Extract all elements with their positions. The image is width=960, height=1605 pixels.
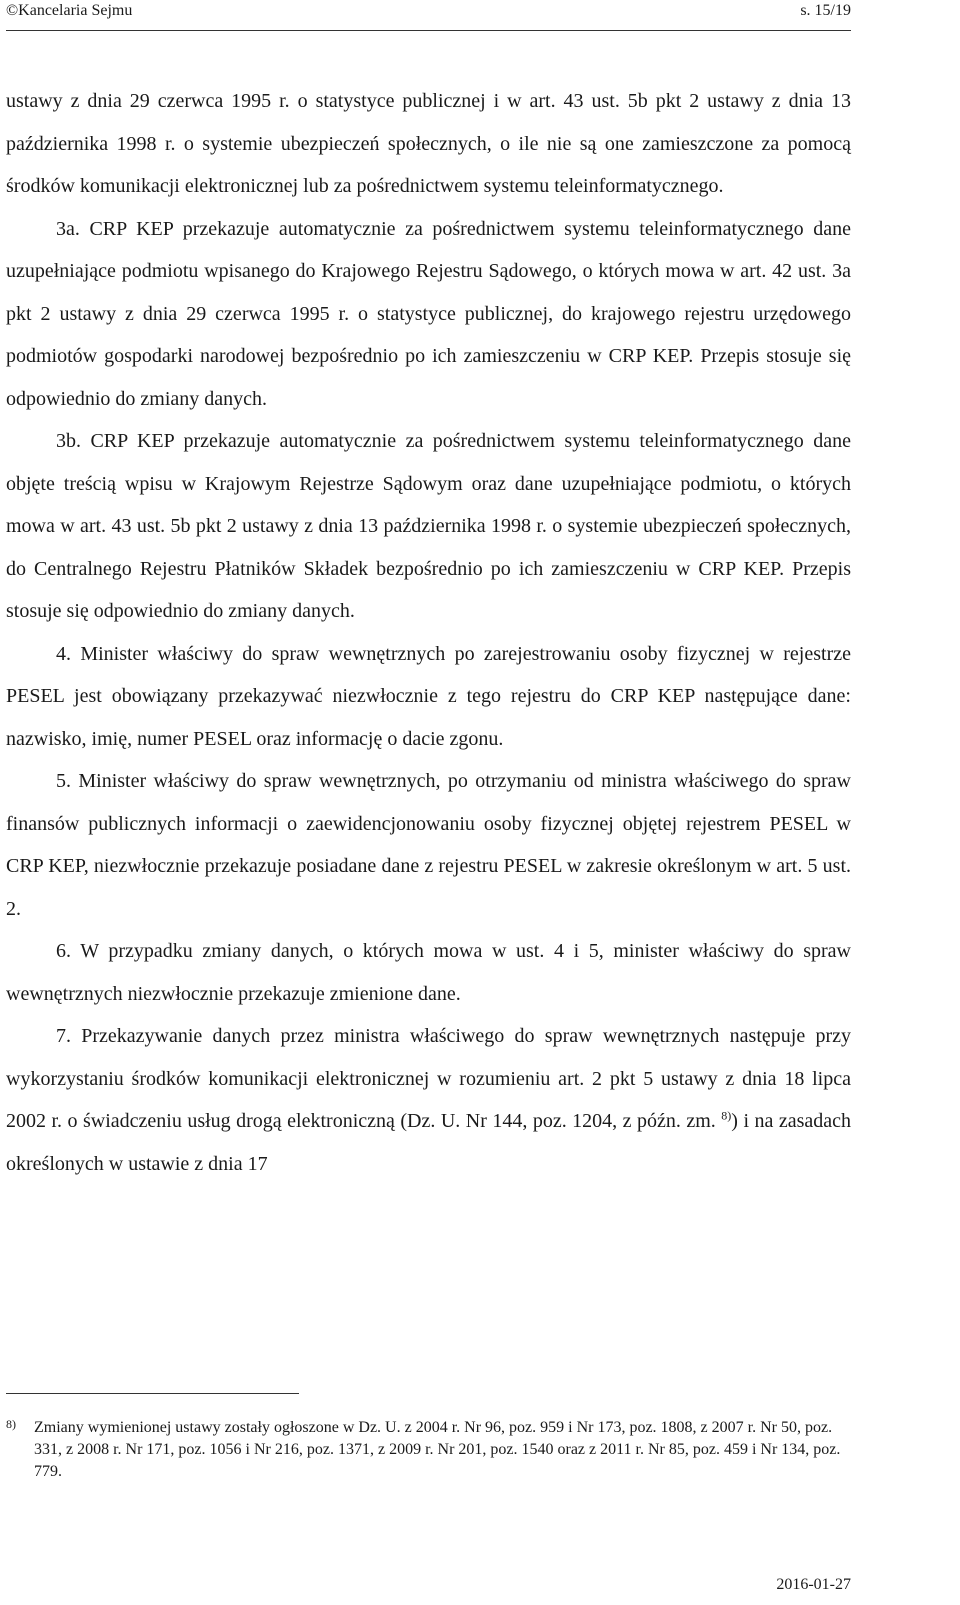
paragraph-3b: 3b. CRP KEP przekazuje automatycznie za pośrednictwem systemu teleinformatycznego dane objęte treścią wpisu w Krajowym Rejestrze Sądowym oraz dane uzupełniające podmiotu, o których mowa w art. 43 ust. 5b pkt 2 ustawy z dnia 13 października 1998 r. o systemie ubezpieczeń społecznych, do Centralnego Rejestru Płatników Składek bezpośrednio po ich zamieszczeniu w CRP KEP. Przepis stosuje się odpowiednio do zmiany danych. [6, 430, 851, 622]
paragraph-7 [6, 1015, 851, 1185]
footer-date: 2016-01-27 [776, 1576, 851, 1593]
page-header [6, 0, 851, 31]
paragraph-4: 4. Minister właściwy do spraw wewnętrznych po zarejestrowaniu osoby fizycznej w rejestrze PESEL jest obowiązany przekazywać niezwłocznie z tego rejestru do CRP KEP następujące dane: nazwisko, imię, numer PESEL oraz informację o dacie zgonu. [6, 642, 851, 750]
header-publisher: ©Kancelaria Sejmu [6, 2, 133, 19]
paragraph-6: 6. W przypadku zmiany danych, o których mowa w ust. 4 i 5, minister właściwy do spraw wewnętrznych niezwłocznie przekazuje zmienione dane. [6, 940, 851, 1005]
footnote-reference[interactable]: 8) [721, 1108, 732, 1123]
footnote-text: Zmiany wymienionej ustawy zostały ogłoszone w Dz. U. z 2004 r. Nr 96, poz. 959 i Nr 173, poz. 1808, z 2007 r. Nr 50, poz. 331, z 2008 r. Nr 171, poz. 1056 i Nr 216, poz. 1371, z 2009 r. Nr 201, poz. 1540 oraz z 2011 r. Nr 85, poz. 459 i Nr 134, poz. 779. [34, 1419, 841, 1480]
footnote-separator [6, 1393, 299, 1394]
paragraph-7-text-end: ) i na zasadach określonych w ustawie z dnia 17 [6, 1110, 852, 1175]
footnote [6, 1417, 851, 1483]
footnote-number: 8) [6, 1417, 16, 1431]
paragraph-7-text: 7. Przekazywanie danych przez ministra właściwego do spraw wewnętrznych następuje przy wykorzystaniu środków komunikacji elektronicznej w rozumieniu art. 2 pkt 5 ustawy z dnia 18 lipca 2002 r. o świadczeniu usług drogą elektroniczną (Dz. U. Nr 144, poz. 1204, z późn. zm. [6, 1025, 851, 1132]
paragraph-5: 5. Minister właściwy do spraw wewnętrznych, po otrzymaniu od ministra właściwego do spraw finansów publicznych informacji o zaewidencjonowaniu osoby fizycznej objętej rejestrem PESEL w CRP KEP, niezwłocznie przekazuje posiadane dane z rejestru PESEL w zakresie określonym w art. 5 ust. 2. [6, 770, 851, 920]
paragraph-continuation: ustawy z dnia 29 czerwca 1995 r. o statystyce publicznej i w art. 43 ust. 5b pkt 2 ustawy z dnia 13 października 1998 r. o systemie ubezpieczeń społecznych, o ile nie są one zamieszczone za pomocą środków komunikacji elektronicznej lub za pośrednictwem systemu teleinformatycznego. [6, 90, 851, 197]
document-body [6, 80, 851, 1185]
header-page-number: s. 15/19 [800, 2, 851, 19]
paragraph-3a: 3a. CRP KEP przekazuje automatycznie za pośrednictwem systemu teleinformatycznego dane uzupełniające podmiotu wpisanego do Krajowego Rejestru Sądowego, o których mowa w art. 42 ust. 3a pkt 2 ustawy z dnia 29 czerwca 1995 r. o statystyce publicznej, do krajowego rejestru urzędowego podmiotów gospodarki narodowej bezpośrednio po ich zamieszczeniu w CRP KEP. Przepis stosuje się odpowiednio do zmiany danych. [6, 217, 851, 410]
